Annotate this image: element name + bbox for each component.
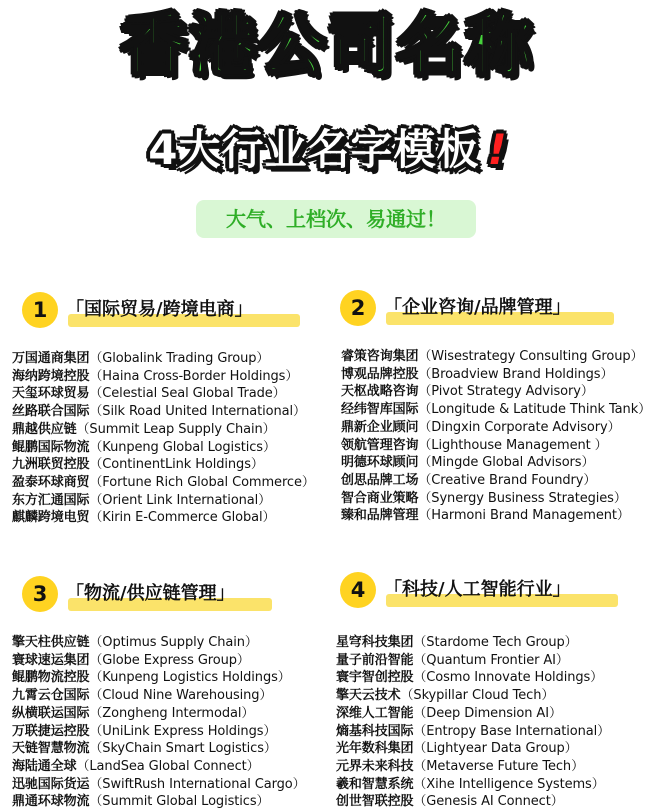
list-item xyxy=(12,385,315,403)
company-name-chinese: 深维人工智能 xyxy=(336,705,414,721)
list-item xyxy=(12,350,315,368)
list-item xyxy=(341,490,651,508)
company-name-english: （Synergy Business Strategies） xyxy=(418,490,627,506)
section-title: 「企业咨询/品牌管理」 xyxy=(384,297,571,318)
company-name-english: （Mingde Global Advisors） xyxy=(418,455,595,471)
company-name-chinese: 九霄云仓国际 xyxy=(12,688,90,704)
company-name-chinese: 迅驰国际货运 xyxy=(12,776,90,792)
subtitle-text: 4大行业名字模板 xyxy=(148,125,480,174)
company-name-english: （Deep Dimension AI） xyxy=(413,705,562,721)
company-name-chinese: 博观品牌控股 xyxy=(341,366,419,382)
company-name-chinese: 天玺环球贸易 xyxy=(12,386,90,402)
company-name-english: （Cloud Nine Warehousing） xyxy=(89,688,273,704)
company-name-english: （Quantum Frontier AI） xyxy=(413,652,569,668)
list-item xyxy=(341,348,651,366)
list-item xyxy=(12,403,315,421)
list-item xyxy=(341,419,651,437)
company-name-chinese: 鼎新企业顾问 xyxy=(341,419,419,435)
company-name-english: （Creative Brand Foundry） xyxy=(418,472,597,488)
section-header xyxy=(340,290,656,330)
company-name-chinese: 天链智慧物流 xyxy=(12,741,90,757)
company-name-english: （Optimus Supply Chain） xyxy=(89,635,258,650)
company-name-english: （Summit Leap Supply Chain） xyxy=(76,421,276,437)
list-item xyxy=(12,669,306,687)
list-item xyxy=(12,793,306,811)
company-name-chinese: 万国通商集团 xyxy=(12,351,90,366)
list-item xyxy=(336,758,610,776)
company-name-chinese: 光年数科集团 xyxy=(336,741,414,757)
company-name-english: （Silk Road United International） xyxy=(89,404,306,420)
company-name-english: （LandSea Global Connect） xyxy=(76,758,260,774)
company-name-list xyxy=(12,634,306,811)
section-number-badge: 3 xyxy=(22,576,58,612)
list-item xyxy=(336,669,610,687)
company-name-chinese: 领航管理咨询 xyxy=(341,437,419,453)
list-item xyxy=(12,687,306,705)
list-item xyxy=(12,758,306,776)
company-name-english: （Harmoni Brand Management） xyxy=(418,508,630,524)
company-name-list xyxy=(12,350,315,527)
company-name-chinese: 睿策咨询集团 xyxy=(341,349,419,364)
tagline-badge: 大气、上档次、易通过！ xyxy=(196,200,476,238)
list-item xyxy=(341,507,651,525)
section-header xyxy=(22,292,338,332)
company-name-english: （Kunpeng Global Logistics） xyxy=(89,439,276,455)
section-title: 「科技/人工智能行业」 xyxy=(384,579,571,600)
list-item xyxy=(12,634,306,652)
company-name-chinese: 经纬智库国际 xyxy=(341,402,419,418)
list-item xyxy=(341,472,651,490)
company-name-chinese: 寰球速运集团 xyxy=(12,652,90,668)
company-name-english: （Fortune Rich Global Commerce） xyxy=(89,474,315,490)
section-header xyxy=(340,572,656,612)
company-name-english: （Stardome Tech Group） xyxy=(413,635,578,650)
company-name-english: （Celestial Seal Global Trade） xyxy=(89,386,286,402)
company-name-english: （Wisestrategy Consulting Group） xyxy=(418,349,644,364)
section-number-badge: 1 xyxy=(22,292,58,328)
company-name-list xyxy=(341,348,651,525)
list-item xyxy=(12,474,315,492)
list-item xyxy=(12,421,315,439)
list-item xyxy=(12,456,315,474)
company-name-english: （SwiftRush International Cargo） xyxy=(89,776,306,792)
company-name-english: （Pivot Strategy Advisory） xyxy=(418,384,594,400)
section-technology xyxy=(336,572,656,810)
company-name-chinese: 明德环球顾问 xyxy=(341,455,419,471)
section-header xyxy=(22,576,338,616)
list-item xyxy=(341,401,651,419)
company-name-chinese: 创思品牌工场 xyxy=(341,472,419,488)
list-item xyxy=(341,383,651,401)
company-name-english: （Globalink Trading Group） xyxy=(89,351,270,366)
company-name-chinese: 鲲鹏国际物流 xyxy=(12,439,90,455)
company-name-english: （Haina Cross-Border Holdings） xyxy=(89,368,299,384)
section-logistics xyxy=(12,576,338,810)
list-item xyxy=(336,705,610,723)
section-title: 「物流/供应链管理」 xyxy=(66,583,235,604)
section-number-badge: 2 xyxy=(340,290,376,326)
company-name-chinese: 羲和智慧系统 xyxy=(336,776,414,792)
company-name-english: （Orient Link International） xyxy=(89,492,272,508)
company-name-english: （Globe Express Group） xyxy=(89,652,250,668)
company-name-chinese: 星穹科技集团 xyxy=(336,635,414,650)
section-consulting xyxy=(340,290,656,524)
list-item xyxy=(336,723,610,741)
company-name-chinese: 东方汇通国际 xyxy=(12,492,90,508)
list-item xyxy=(341,366,651,384)
company-name-english: （UniLink Express Holdings） xyxy=(89,723,277,739)
company-name-english: （ContinentLink Holdings） xyxy=(89,457,264,473)
company-name-english: （Lightyear Data Group） xyxy=(413,741,578,757)
company-name-chinese: 丝路联合国际 xyxy=(12,404,90,420)
company-name-chinese: 海陆通全球 xyxy=(12,758,77,774)
company-name-chinese: 纵横联运国际 xyxy=(12,705,90,721)
company-name-chinese: 天枢战略咨询 xyxy=(341,384,419,400)
company-name-english: （Xihe Intelligence Systems） xyxy=(413,776,605,792)
list-item xyxy=(336,793,610,811)
list-item xyxy=(12,509,315,527)
company-name-chinese: 海纳跨境控股 xyxy=(12,368,90,384)
company-name-chinese: 熵基科技国际 xyxy=(336,723,414,739)
list-item xyxy=(341,454,651,472)
company-name-chinese: 创世智联控股 xyxy=(336,794,414,810)
company-name-english: （SkyChain Smart Logistics） xyxy=(89,741,277,757)
company-name-english: （Entropy Base International） xyxy=(413,723,611,739)
company-name-english: （Cosmo Innovate Holdings） xyxy=(413,670,604,686)
list-item xyxy=(336,634,610,652)
company-name-chinese: 鼎越供应链 xyxy=(12,421,77,437)
company-name-chinese: 擎天柱供应链 xyxy=(12,635,90,650)
company-name-english: （Broadview Brand Holdings） xyxy=(418,366,614,382)
company-name-english: （Genesis AI Connect） xyxy=(413,794,564,810)
company-name-list xyxy=(336,634,610,811)
company-name-chinese: 元界未来科技 xyxy=(336,758,414,774)
exclamation-mark: ! xyxy=(487,125,508,174)
company-name-english: （Summit Global Logistics） xyxy=(89,794,270,810)
company-name-chinese: 麒麟跨境电贸 xyxy=(12,510,90,526)
company-name-chinese: 盈泰环球商贸 xyxy=(12,474,90,490)
company-name-english: （Longitude & Latitude Think Tank） xyxy=(418,402,652,418)
company-name-english: （Zongheng Intermodal） xyxy=(89,705,255,721)
company-name-english: （Lighthouse Management ） xyxy=(418,437,608,453)
list-item xyxy=(12,776,306,794)
company-name-chinese: 擎天云技术 xyxy=(336,688,401,704)
company-name-english: （Skypillar Cloud Tech） xyxy=(400,688,555,704)
list-item xyxy=(12,740,306,758)
company-name-chinese: 臻和品牌管理 xyxy=(341,508,419,524)
list-item xyxy=(336,740,610,758)
list-item xyxy=(12,439,315,457)
list-item xyxy=(12,492,315,510)
list-item xyxy=(336,687,610,705)
section-trade xyxy=(12,292,338,526)
list-item xyxy=(12,705,306,723)
section-number-badge: 4 xyxy=(340,572,376,608)
company-name-chinese: 智合商业策略 xyxy=(341,490,419,506)
company-name-english: （Kirin E-Commerce Global） xyxy=(89,510,276,526)
page-subtitle xyxy=(0,118,656,182)
company-name-chinese: 鼎通环球物流 xyxy=(12,794,90,810)
company-name-english: （Metaverse Future Tech） xyxy=(413,758,584,774)
company-name-chinese: 寰宇智创控股 xyxy=(336,670,414,686)
list-item xyxy=(336,652,610,670)
company-name-english: （Kunpeng Logistics Holdings） xyxy=(89,670,291,686)
list-item xyxy=(341,437,651,455)
section-title: 「国际贸易/跨境电商」 xyxy=(66,299,253,320)
list-item xyxy=(12,723,306,741)
list-item xyxy=(336,776,610,794)
company-name-english: （Dingxin Corporate Advisory） xyxy=(418,419,621,435)
company-name-chinese: 量子前沿智能 xyxy=(336,652,414,668)
company-name-chinese: 万联捷运控股 xyxy=(12,723,90,739)
company-name-chinese: 九洲联贸控股 xyxy=(12,457,90,473)
list-item xyxy=(12,368,315,386)
list-item xyxy=(12,652,306,670)
company-name-chinese: 鲲鹏物流控股 xyxy=(12,670,90,686)
page-title: 香港公司名称 xyxy=(121,7,535,84)
